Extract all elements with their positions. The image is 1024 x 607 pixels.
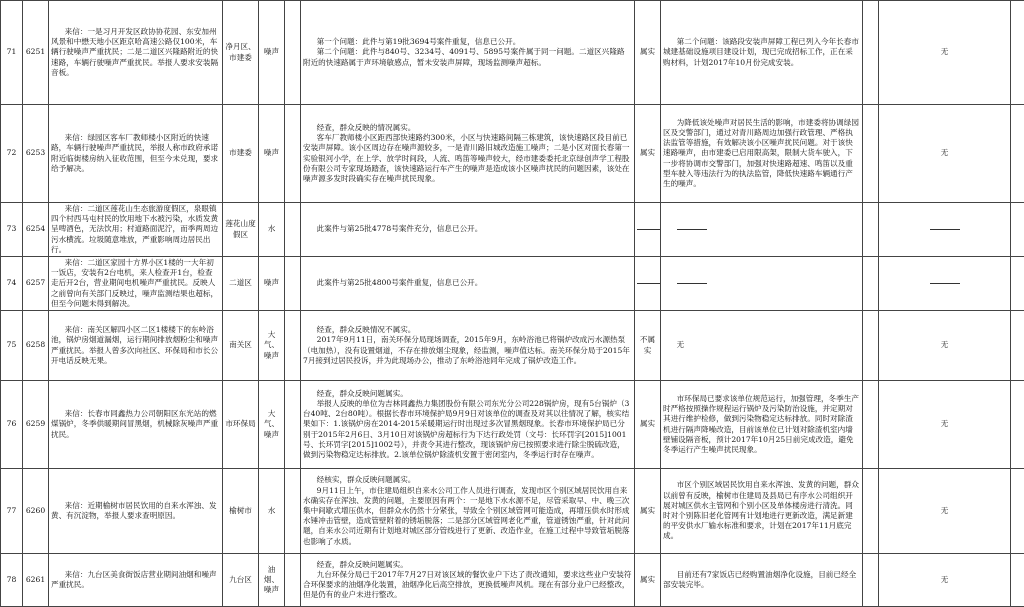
table-row	[1, 381, 1024, 469]
verdict-cell: 属实	[635, 105, 661, 203]
verdict-cell: 不属实	[635, 311, 661, 381]
rectification-measure: 市区个别区域居民饮用自来水浑浊、发黄的问题，群众以前曾有反映，榆树市住建局及县局已有序水公司组织开展对城区供水主管网和个别小区及单体楼房进行清洗。同时对个别陈旧老化管网有计划地进行更新改造，满足新建的平安供水厂输水标准和要求，计划在2017年11月底完成。	[661, 469, 863, 554]
row-number: 76	[1, 381, 23, 469]
area-cell: 市环保局	[223, 381, 259, 469]
verdict-cell: 属实	[635, 469, 661, 554]
row-number: 73	[1, 203, 23, 257]
pollution-type: 水	[259, 203, 285, 257]
blank-cell	[1011, 105, 1024, 203]
investigation-result: 经核实，群众反映问题属实。 9月11日上午，市住建局组织自来水公司工作人员进行调查，发现市区个别区域居民饮用自来水确实存在浑浊、发黄的问题，主要原因有两个：一是地下水水源不足，尽管采取早、中、晚三次集中间歇式增压供水，但群众水仍然十分紧张，导致全个别区域管网可能造成，再增压供水时形成水锤冲击管壁，造成管壁附着的锈垢脱落；二是部分区域管网老化严重，管道锈蚀严重，针对此问题，自来水公司近期有计划地对城区部分管线进行了更新、改造作业，在施工过程中导致管垢脱落也影响了水质。	[301, 469, 635, 554]
row-number: 71	[1, 1, 23, 105]
verdict-cell	[635, 203, 661, 257]
row-number: 74	[1, 257, 23, 311]
rectification-measure	[661, 203, 863, 257]
dash-line	[930, 283, 960, 284]
dash-line	[677, 229, 707, 230]
complaint-text: 来信：绿园区客车厂教师楼小区附近的快速路，车辆行驶噪声严重扰民，举报人称市政府承诺附近临街楼房纳入征收范围，但至今未兑现，要求给予解决。	[49, 105, 223, 203]
blank-cell	[285, 311, 301, 381]
blank-cell	[1011, 311, 1024, 381]
blank-cell	[863, 203, 879, 257]
row-number: 72	[1, 105, 23, 203]
blank-cell	[863, 257, 879, 311]
case-id: 6261	[23, 554, 49, 607]
area-cell: 九台区	[223, 554, 259, 607]
row-number: 78	[1, 554, 23, 607]
blank-cell	[285, 381, 301, 469]
blank-cell	[285, 105, 301, 203]
complaint-text: 来信：南关区解四小区二区1楼楼下的东岭浴池，锅炉房烟道漏烟，运行期间排放烟粉尘和噪声严重扰民。举报人曾多次向社区、环保局和市长公开电话反映无果。	[49, 311, 223, 381]
blank-cell	[285, 203, 301, 257]
blank-cell	[1011, 381, 1024, 469]
rectification-measure: 第二个问题：该路段安装声屏障工程已列入今年长春市城建基础设施项目建设计划，现已完成招标工作，正在采购材料，计划2017年10月份完成安装。	[661, 1, 863, 105]
blank-cell	[285, 1, 301, 105]
complaint-text: 来信：长春市同鑫热力公司朝阳区东光站的燃煤锅炉，冬季供暖期间冒黑烟，机械除灰噪声严重扰民。	[49, 381, 223, 469]
investigation-result: 经查，群众反映的情况属实。 客车厂教师楼小区距西部快速路约300米，小区与快速路间隔三栋建筑，该快速路区段目前已安装声屏障。该小区周边存在噪声源较多，一是青川路旧城改造施工噪声；二是小区对面长春第一实验银河小学，在上学、放学时间段，人流、鸣笛等噪声较大，经市建委委托北京绿创声学工程股份有限公司专家现场踏查，该快速路运行车产生的噪声是造成该小区噪声扰民的问题因素，该处在噪声源多发时段确实存在噪声扰民现象。	[301, 105, 635, 203]
complaint-text: 来信：二道区莲花山生态旅游度假区，泉眼镇四个村西马屯村民的饮用地下水被污染，水质发黄呈啤酒色，无法饮用；村道路面泥泞，而季两周边污水横流。垃圾随意堆放，严重影响周边居民出行。	[49, 203, 223, 257]
table-row	[1, 105, 1024, 203]
blank-cell	[863, 105, 879, 203]
rectification-measure	[661, 257, 863, 311]
case-id: 6251	[23, 1, 49, 105]
rectification-measure: 无	[661, 311, 863, 381]
blank-cell	[863, 381, 879, 469]
verdict-cell: 属实	[635, 1, 661, 105]
investigation-result: 经查，群众反映问题属实。 九台环保分局已于2017年7月27日对该区域的餐饮业户下达了责改通知，要求这些业户安装符合环保要求的油烟净化装置，油烟净化后高空排放，更换低噪声风机。现在有部分业户已经整改，但是仍有的业户未进行整改。	[301, 554, 635, 607]
table-row	[1, 469, 1024, 554]
row-number: 77	[1, 469, 23, 554]
case-id: 6260	[23, 469, 49, 554]
row-number: 75	[1, 311, 23, 381]
blank-cell	[285, 469, 301, 554]
verdict-cell	[635, 257, 661, 311]
accountability-cell: 无	[879, 1, 1011, 105]
pollution-type: 大气、噪声	[259, 311, 285, 381]
blank-cell	[1011, 1, 1024, 105]
pollution-type: 大气、噪声	[259, 381, 285, 469]
case-id: 6258	[23, 311, 49, 381]
area-cell: 净月区、市建委	[223, 1, 259, 105]
area-cell: 榆树市	[223, 469, 259, 554]
investigation-result: 经查，群众反映问题属实。 举报人反映的单位为吉林同鑫热力集团股份有限公司东光分公司228锅炉房，现有5台锅炉（3台40吨、2台80吨）。根据长春市环境保护局9月9日对该单位的调查及对其以往情况了解，核实结果如下：1.该锅炉房在2014-2015采暖期运行时出现过多次冒黑烟现象。长春市环境保护局已分别于2015年2月6日、3月10日对该锅炉房超标行为下达行政处罚（文号：长环罚字[2015]1001号、长环罚字[2015]1002号），并责令其进行整改，现该锅炉房已按照要求进行除尘脱硫改造，做到污染物稳定达标排放。2.该单位锅炉除渣机安置于密闭室内，冬季运行时存在噪声。	[301, 381, 635, 469]
complaint-text: 来信：九台区美食街饭店营业期间油烟和噪声严重扰民。	[49, 554, 223, 607]
investigation-result: 经查，群众反映情况不属实。 2017年9月11日，南关环保分局现场调查，2015年9月，东岭浴池已将锅炉改成污水源热泵（电加热），没有设置烟道，不存在排放烟尘现象，经监测，噪声值达标。南关环保分局于2015年7月接到过居民投诉，并为此现场办公，推动了东岭浴池同年完成了锅炉改造工作。	[301, 311, 635, 381]
accountability-cell: 无	[879, 554, 1011, 607]
rectification-measure: 为降低该处噪声对居民生活的影响，市建委将协调绿园区及交警部门，通过对青川路周边加强行政管理、严格执法监管等措施，有效解决该小区噪声扰民问题。对于该快速路噪声，由市建委已启用限高架，限制大货车驶入，下一步将协调市交警部门，加强对快速路超速、鸣笛以及重型车驶入等违法行为的执法监管，降低快速路车辆通行产生的噪声。	[661, 105, 863, 203]
case-id: 6253	[23, 105, 49, 203]
investigation-result: 此案件与第25批4800号案件重复，信息已公开。	[301, 257, 635, 311]
blank-cell	[1011, 257, 1024, 311]
dash-line	[677, 283, 707, 284]
blank-cell	[863, 1, 879, 105]
table-row	[1, 1, 1024, 105]
verdict-cell: 属实	[635, 554, 661, 607]
accountability-cell: 无	[879, 311, 1011, 381]
accountability-cell: 无	[879, 381, 1011, 469]
accountability-cell	[879, 257, 1011, 311]
complaint-text: 来信：一是习月开发区政协协花园、东安加州风景和中懋天地小区距京哈高速公路仅100米，车辆行驶噪声严重扰民；二是二道区兴隆路附近的快速路，车辆行驶噪声严重扰民。举报人要求安装隔音板。	[49, 1, 223, 105]
dash-line	[637, 283, 661, 284]
blank-cell	[863, 469, 879, 554]
blank-cell	[285, 554, 301, 607]
accountability-cell: 无	[879, 105, 1011, 203]
case-id: 6259	[23, 381, 49, 469]
dash-line	[930, 229, 960, 230]
area-cell: 莲花山度假区	[223, 203, 259, 257]
blank-cell	[863, 311, 879, 381]
investigation-result: 第一个问题：此件与第19批3694号案件重复，信息已公开。 第二个问题：此件与840号、3234号、4091号、5895号案件属于同一问题。二道区兴隆路附近的快速路属于声环境敏感点，暂未安装声屏障，现场监测噪声超标。	[301, 1, 635, 105]
area-cell: 二道区	[223, 257, 259, 311]
complaint-text: 来信：近期榆树市居民饮用的自来水浑浊、发黄、有沉淀物，举报人要求查明原因。	[49, 469, 223, 554]
rectification-measure: 市环保局已要求该单位规范运行，加强管理，冬季生产时严格按照操作规程运行锅炉及污染防治设施，并定期对其进行维护检修，做到污染物稳定达标排放。同时对除渣机进行隔声降噪改造，目前该单位已计划对除渣机室内墙壁铺设隔音板，预计2017年10月25日前完成改造，避免冬季运行产生噪声扰民现象。	[661, 381, 863, 469]
case-id: 6257	[23, 257, 49, 311]
table-row	[1, 554, 1024, 607]
pollution-type: 噪声	[259, 257, 285, 311]
blank-cell	[1011, 203, 1024, 257]
case-id: 6254	[23, 203, 49, 257]
dash-line	[637, 229, 661, 230]
table-row	[1, 203, 1024, 257]
blank-cell	[863, 554, 879, 607]
rectification-measure: 目前还有7家饭店已经购置油烟净化设施，目前已经全部安装完毕。	[661, 554, 863, 607]
pollution-type: 水	[259, 469, 285, 554]
table-row	[1, 257, 1024, 311]
blank-cell	[285, 257, 301, 311]
verdict-cell: 属实	[635, 381, 661, 469]
pollution-type: 噪声	[259, 1, 285, 105]
blank-cell	[1011, 554, 1024, 607]
investigation-result: 此案件与第25批4778号案件充分，信息已公开。	[301, 203, 635, 257]
complaint-text: 来信：二道区家园十方界小区1楼的一大年初一饭店，安装有2台电机，来人检查开1台，检查走后开2台，营业期间电机噪声严重扰民。反映人之前曾向有关部门反映过，噪声监测结果也超标，但至今问题未得到解决。	[49, 257, 223, 311]
pollution-type: 油烟、噪声	[259, 554, 285, 607]
blank-cell	[1011, 469, 1024, 554]
area-cell: 南关区	[223, 311, 259, 381]
accountability-cell: 无	[879, 469, 1011, 554]
accountability-cell	[879, 203, 1011, 257]
table-row	[1, 311, 1024, 381]
pollution-type: 噪声	[259, 105, 285, 203]
area-cell: 市建委	[223, 105, 259, 203]
